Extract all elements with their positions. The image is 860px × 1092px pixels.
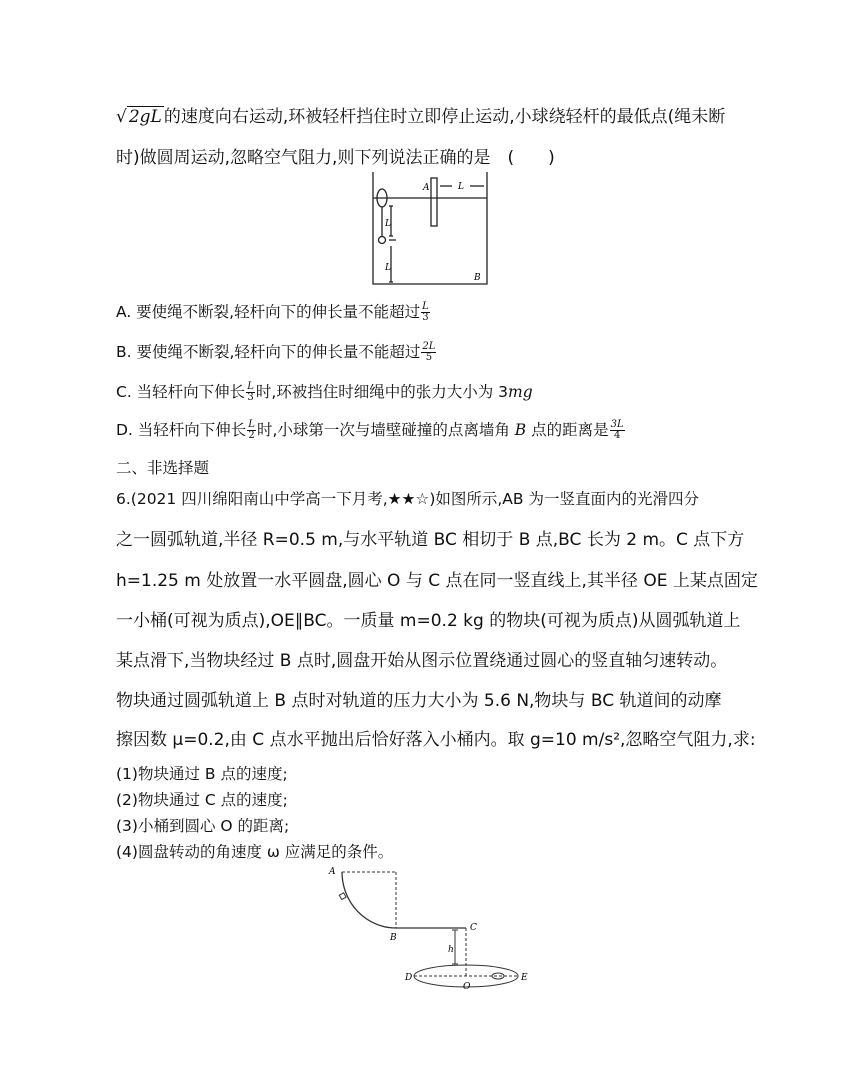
q6-line-3: h=1.25 m 处放置一水平圆盘,圆心 O 与 C 点在同一竖直线上,其半径 OE 上某点固定 xyxy=(116,571,758,591)
ball xyxy=(379,237,386,244)
block-small xyxy=(339,893,346,900)
label-D: D xyxy=(405,973,413,983)
option-C: C. 当轻杆向下伸长 $\frac{L}{3}$ 时,环被挡住时细绳中的张力大小为 3mg xyxy=(116,381,533,403)
subquestion-1: (1)物块通过 B 点的速度; xyxy=(116,765,288,783)
subquestion-4: (4)圆盘转动的角速度 ω 应满足的条件。 xyxy=(116,843,394,861)
label-L-mid: L xyxy=(385,219,391,229)
figure-track-disc xyxy=(324,864,544,996)
label-C: C xyxy=(470,923,477,933)
label-L-low: L xyxy=(385,263,391,273)
bucket xyxy=(492,973,504,979)
q6-line-2: 之一圆弧轨道,半径 R=0.5 m,与水平轨道 BC 相切于 B 点,BC 长为 2 m。C 点下方 xyxy=(116,530,745,550)
label-E: E xyxy=(521,973,528,983)
q6-line-4: 一小桶(可视为质点),OE∥BC。一质量 m=0.2 kg 的物块(可视为质点)从圆弧轨道上 xyxy=(116,611,741,631)
label-A: A xyxy=(329,867,336,877)
figure-rod-pendulum xyxy=(368,170,492,292)
section-heading: 二、非选择题 xyxy=(116,459,210,477)
q5-stem-line2: 时)做圆周运动,忽略空气阻力,则下列说法正确的是 ( ) xyxy=(116,148,555,168)
label-L-top: L xyxy=(458,182,464,192)
q6-line-6: 物块通过圆弧轨道上 B 点时对轨道的压力大小为 5.6 N,物块与 BC 轨道间的动摩 xyxy=(116,691,722,711)
sqrt-expression: √ 2gL xyxy=(116,107,162,127)
arc-track xyxy=(342,872,396,928)
label-h: h xyxy=(448,945,454,955)
q6-line-5: 某点滑下,当物块经过 B 点时,圆盘开始从图示位置绕通过圆心的竖直轴匀速转动。 xyxy=(116,651,728,671)
option-D: D. 当轻杆向下伸长 $\frac{L}{2}$ 时,小球第一次与墙壁碰撞的点离墙角 B 点的距离是 $\frac{3L}{4}$ xyxy=(116,419,624,441)
q6-line-1: 6.(2021 四川绵阳南山中学高一下月考,★★☆)如图所示,AB 为一竖直面内的光滑四分 xyxy=(116,490,699,508)
light-rod xyxy=(431,178,437,226)
option-A: A. 要使绳不断裂,轻杆向下的伸长量不能超过 $\frac{L}{3}$ xyxy=(116,301,429,323)
label-O: O xyxy=(463,982,471,992)
subquestion-2: (2)物块通过 C 点的速度; xyxy=(116,791,288,809)
q6-line-7: 擦因数 μ=0.2,由 C 点水平抛出后恰好落入小桶内。取 g=10 m/s²,忽略空气阻力,求: xyxy=(116,730,756,750)
subquestion-3: (3)小桶到圆心 O 的距离; xyxy=(116,817,290,835)
label-A: A xyxy=(423,183,430,193)
q5-stem-line1: √ 2gL 的速度向右运动,环被轻杆挡住时立即停止运动,小球绕轻杆的最低点(绳未断 xyxy=(116,107,726,127)
option-B: B. 要使绳不断裂,轻杆向下的伸长量不能超过 $\frac{2L}{5}$ xyxy=(116,341,436,363)
label-B: B xyxy=(390,933,397,943)
label-B: B xyxy=(474,273,481,283)
